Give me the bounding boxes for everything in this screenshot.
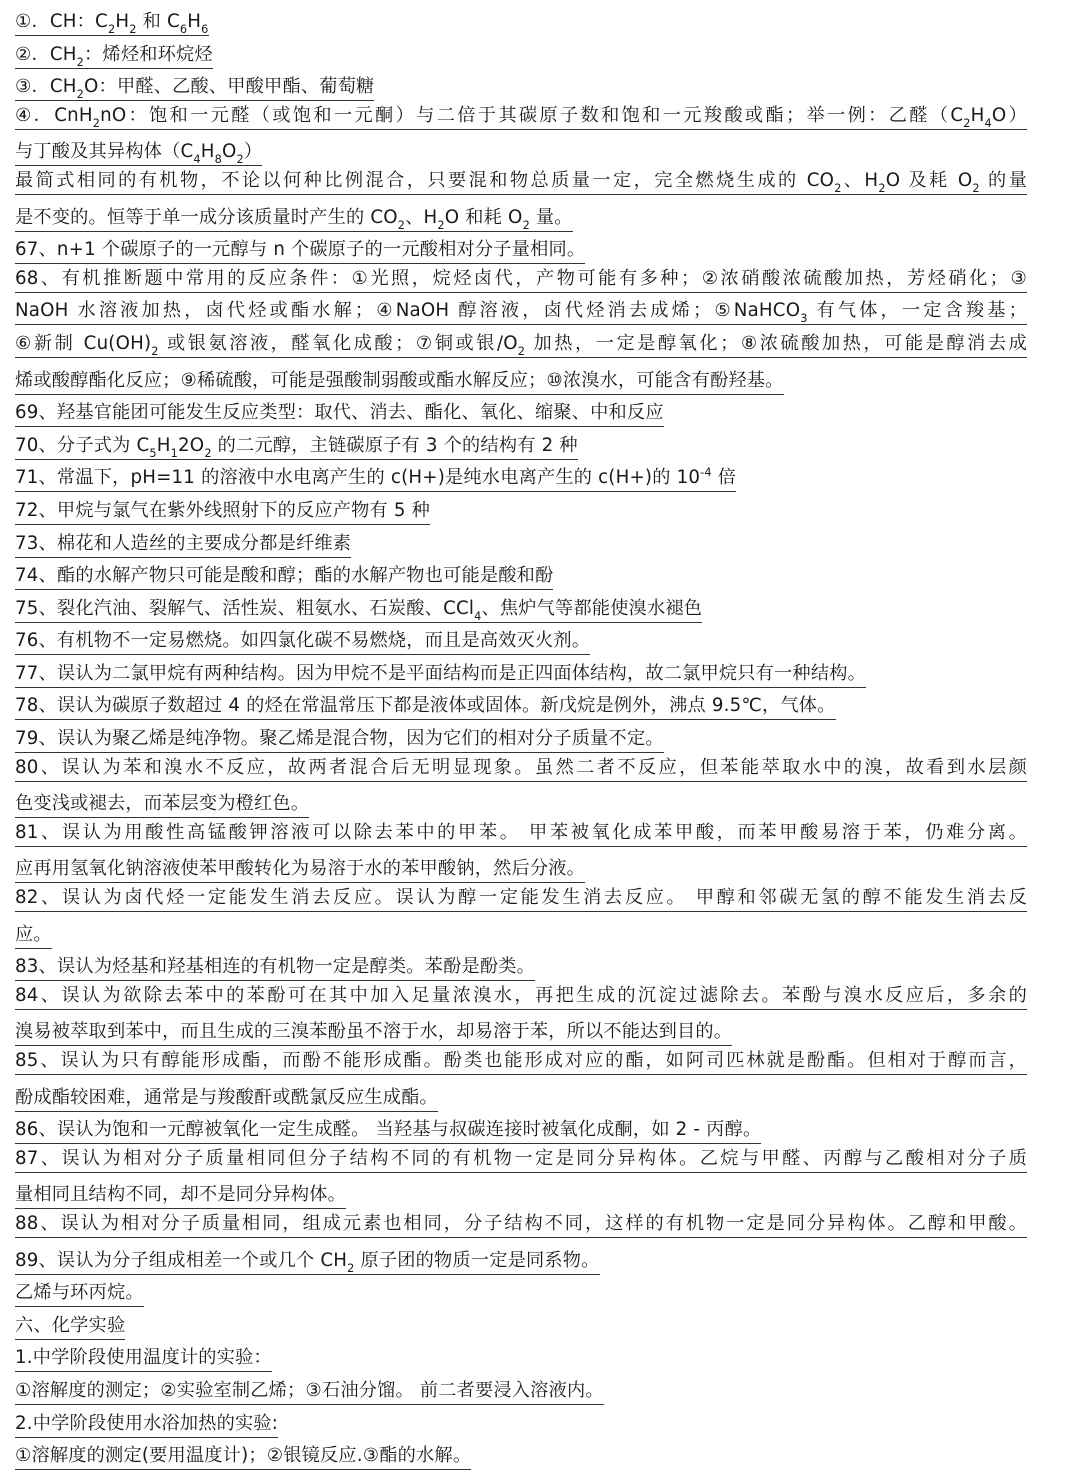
document-line-text: 1.中学阶段使用温度计的实验： xyxy=(15,1346,272,1372)
document-line xyxy=(15,1179,1027,1212)
document-line xyxy=(15,593,1027,626)
document-line xyxy=(15,1408,1027,1441)
document-line-text: 81、误认为用酸性高锰酸钾溶液可以除去苯中的甲苯。 甲苯被氧化成苯甲酸，而苯甲酸易溶于苯，仍难分离。 xyxy=(15,821,1027,847)
document-line-text: 80、误认为苯和溴水不反应，故两者混合后无明显现象。虽然二者不反应，但苯能萃取水中的溴，故看到水层颜 xyxy=(15,756,1027,782)
document-line xyxy=(15,886,1027,919)
document-line-text: 67、n+1 个碳原子的一元醇与 n 个碳原子的一元酸相对分子量相同。 xyxy=(15,238,585,264)
document-line-text: 79、误认为聚乙烯是纯净物。聚乙烯是混合物，因为它们的相对分子质量不定。 xyxy=(15,727,664,753)
document-line xyxy=(15,919,1027,952)
document-line-text: 83、误认为烃基和羟基相连的有机物一定是醇类。苯酚是酚类。 xyxy=(15,955,535,981)
document-line-text: 78、误认为碳原子数超过 4 的烃在常温常压下都是液体或固体。新戊烷是例外，沸点 9.5℃，气体。 xyxy=(15,694,836,720)
document-line xyxy=(15,169,1027,202)
document-line-text: NaOH 水溶液加热，卤代烃或酯水解；④NaOH 醇溶液，卤代烃消去成烯；⑤NaHCO$_3$ 有气体，一定含羧基； xyxy=(15,300,1027,326)
document-line xyxy=(15,136,1027,169)
document-line-text: 70、分子式为 $C_5H_12O_2$ 的二元醇，主链碳原子有 3 个的结构有 2 种 xyxy=(15,434,578,460)
document-line xyxy=(15,690,1027,723)
document-line xyxy=(15,397,1027,430)
document-line-text: 量相同且结构不同，却不是同分异构体。 xyxy=(15,1183,346,1209)
document-body xyxy=(15,6,1027,1473)
document-line-text: 84、误认为欲除去苯中的苯酚可在其中加入足量浓溴水，再把生成的沉淀过滤除去。苯酚与溴水反应后，多余的 xyxy=(15,984,1027,1010)
document-line xyxy=(15,1147,1027,1180)
document-line-text: ①溶解度的测定；②实验室制乙烯；③石油分馏。 前二者要浸入溶液内。 xyxy=(15,1379,604,1405)
document-line xyxy=(15,1049,1027,1082)
document-line-text: 溴易被萃取到苯中，而且生成的三溴苯酚虽不溶于水，却易溶于苯，所以不能达到目的。 xyxy=(15,1020,732,1046)
document-line-text: 六、化学实验 xyxy=(15,1314,125,1340)
document-line-text: 74、酯的水解产物只可能是酸和醇；酯的水解产物也可能是酸和酚 xyxy=(15,564,553,590)
document-line xyxy=(15,39,1027,72)
document-line xyxy=(15,1375,1027,1408)
document-line-text: 乙烯与环丙烷。 xyxy=(15,1281,144,1307)
document-line-text: 77、误认为二氯甲烷有两种结构。因为甲烷不是平面结构而是正四面体结构，故二氯甲烷只有一种结构。 xyxy=(15,662,866,688)
document-line-text: ①溶解度的测定(要用温度计)；②银镜反应.③酯的水解。 xyxy=(15,1444,471,1470)
document-line xyxy=(15,202,1027,235)
document-line-text: 酚成酯较困难，通常是与羧酸酐或酰氯反应生成酯。 xyxy=(15,1086,438,1112)
document-line xyxy=(15,1114,1027,1147)
document-line-text: 68、有机推断题中常用的反应条件：①光照，烷烃卤代，产物可能有多种；②浓硝酸浓硫酸加热，芳烃硝化；③ xyxy=(15,267,1027,293)
document-line-text: 71、常温下，pH=11 的溶液中水电离产生的 c(H+)是纯水电离产生的 c(H+)的 $10^{-4}$ 倍 xyxy=(15,466,736,492)
document-line xyxy=(15,984,1027,1017)
document-line-text: 72、甲烷与氯气在紫外线照射下的反应产物有 5 种 xyxy=(15,499,430,525)
document-line-text: 87、误认为相对分子质量相同但分子结构不同的有机物一定是同分异构体。乙烷与甲醛、丙醇与乙酸相对分子质 xyxy=(15,1147,1027,1173)
document-line xyxy=(15,6,1027,39)
document-line xyxy=(15,625,1027,658)
document-line xyxy=(15,560,1027,593)
document-line-text: 是不变的。恒等于单一成分该质量时产生的 $CO_2$、$H_2O$ 和耗 $O_2$ 量。 xyxy=(15,206,573,232)
document-line-text: 89、误认为分子组成相差一个或几个 $CH_2$ 原子团的物质一定是同系物。 xyxy=(15,1249,600,1275)
document-line xyxy=(15,430,1027,463)
document-line-text: 69、羟基官能团可能发生反应类型：取代、消去、酯化、氧化、缩聚、中和反应 xyxy=(15,401,664,427)
document-line xyxy=(15,951,1027,984)
document-line xyxy=(15,104,1027,137)
document-line xyxy=(15,495,1027,528)
document-line xyxy=(15,462,1027,495)
document-line-text: 应。 xyxy=(15,923,52,949)
document-line xyxy=(15,1245,1027,1278)
document-line-text: 最简式相同的有机物，不论以何种比例混合，只要混和物总质量一定，完全燃烧生成的 $CO_2$、$H_2O$ 及耗 $O_2$ 的量 xyxy=(15,169,1027,195)
document-line-text: 73、棉花和人造丝的主要成分都是纤维素 xyxy=(15,532,351,558)
document-line-text: 86、误认为饱和一元醇被氧化一定生成醛。 当羟基与叔碳连接时被氧化成酮，如 2 - 丙醇。 xyxy=(15,1118,761,1144)
document-line xyxy=(15,528,1027,561)
document-line-text: 76、有机物不一定易燃烧。如四氯化碳不易燃烧，而且是高效灭火剂。 xyxy=(15,629,590,655)
document-line xyxy=(15,788,1027,821)
document-line-text: ③．$CH_2O$：甲醛、乙酸、甲酸甲酯、葡萄糖 xyxy=(15,76,375,102)
document-line xyxy=(15,853,1027,886)
document-line xyxy=(15,1310,1027,1343)
document-line-text: ⑥新制 $Cu(OH)_2$ 或银氨溶液，醛氧化成酸；⑦铜或银$/O_2$ 加热，一定是醇氧化；⑧浓硫酸加热，可能是醇消去成 xyxy=(15,332,1027,358)
document-line xyxy=(15,365,1027,398)
document-line xyxy=(15,756,1027,789)
document-line xyxy=(15,1440,1027,1473)
document-line xyxy=(15,658,1027,691)
document-line-text: 与丁酸及其异构体$(C_4H_8O_2)$ xyxy=(15,141,263,167)
document-line-text: 88、误认为相对分子质量相同，组成元素也相同，分子结构不同，这样的有机物一定是同分异构体。乙醇和甲酸。 xyxy=(15,1212,1027,1238)
document-line xyxy=(15,1016,1027,1049)
document-line xyxy=(15,332,1027,365)
document-line-text: 75、裂化汽油、裂解气、活性炭、粗氨水、石炭酸、CCl$_4$、焦炉气等都能使溴水褪色 xyxy=(15,597,703,623)
document-line-text: ④．CnH$_2$nO：饱和一元醛（或饱和一元酮）与二倍于其碳原子数和饱和一元羧酸或酯；举一例：乙醛$(C_2H_4O)$ xyxy=(15,104,1027,130)
document-line-text: 烯或酸醇酯化反应；⑨稀硫酸，可能是强酸制弱酸或酯水解反应；⑩浓溴水，可能含有酚羟基。 xyxy=(15,369,784,395)
document-line-text: 85、误认为只有醇能形成酯，而酚不能形成酯。酚类也能形成对应的酯，如阿司匹林就是酚酯。但相对于醇而言， xyxy=(15,1049,1027,1075)
document-line-text: 2.中学阶段使用水浴加热的实验: xyxy=(15,1412,278,1438)
document-line xyxy=(15,299,1027,332)
document-line xyxy=(15,821,1027,854)
document-line-text: 82、误认为卤代烃一定能发生消去反应。误认为醇一定能发生消去反应。 甲醇和邻碳无氢的醇不能发生消去反 xyxy=(15,886,1027,912)
document-line xyxy=(15,71,1027,104)
document-line-text: ①．CH：$C_2H_2$ 和 $C_6H_6$ xyxy=(15,11,209,36)
document-line xyxy=(15,1277,1027,1310)
document-line xyxy=(15,1342,1027,1375)
document-line-text: 应再用氢氧化钠溶液使苯甲酸转化为易溶于水的苯甲酸钠，然后分液。 xyxy=(15,857,585,883)
document-line xyxy=(15,234,1027,267)
document-line-text: 色变浅或褪去，而苯层变为橙红色。 xyxy=(15,792,309,818)
document-line xyxy=(15,723,1027,756)
document-line-text: ②．$CH_2$：烯烃和环烷烃 xyxy=(15,43,213,69)
document-line xyxy=(15,1212,1027,1245)
document-line xyxy=(15,1082,1027,1115)
document-line xyxy=(15,267,1027,300)
